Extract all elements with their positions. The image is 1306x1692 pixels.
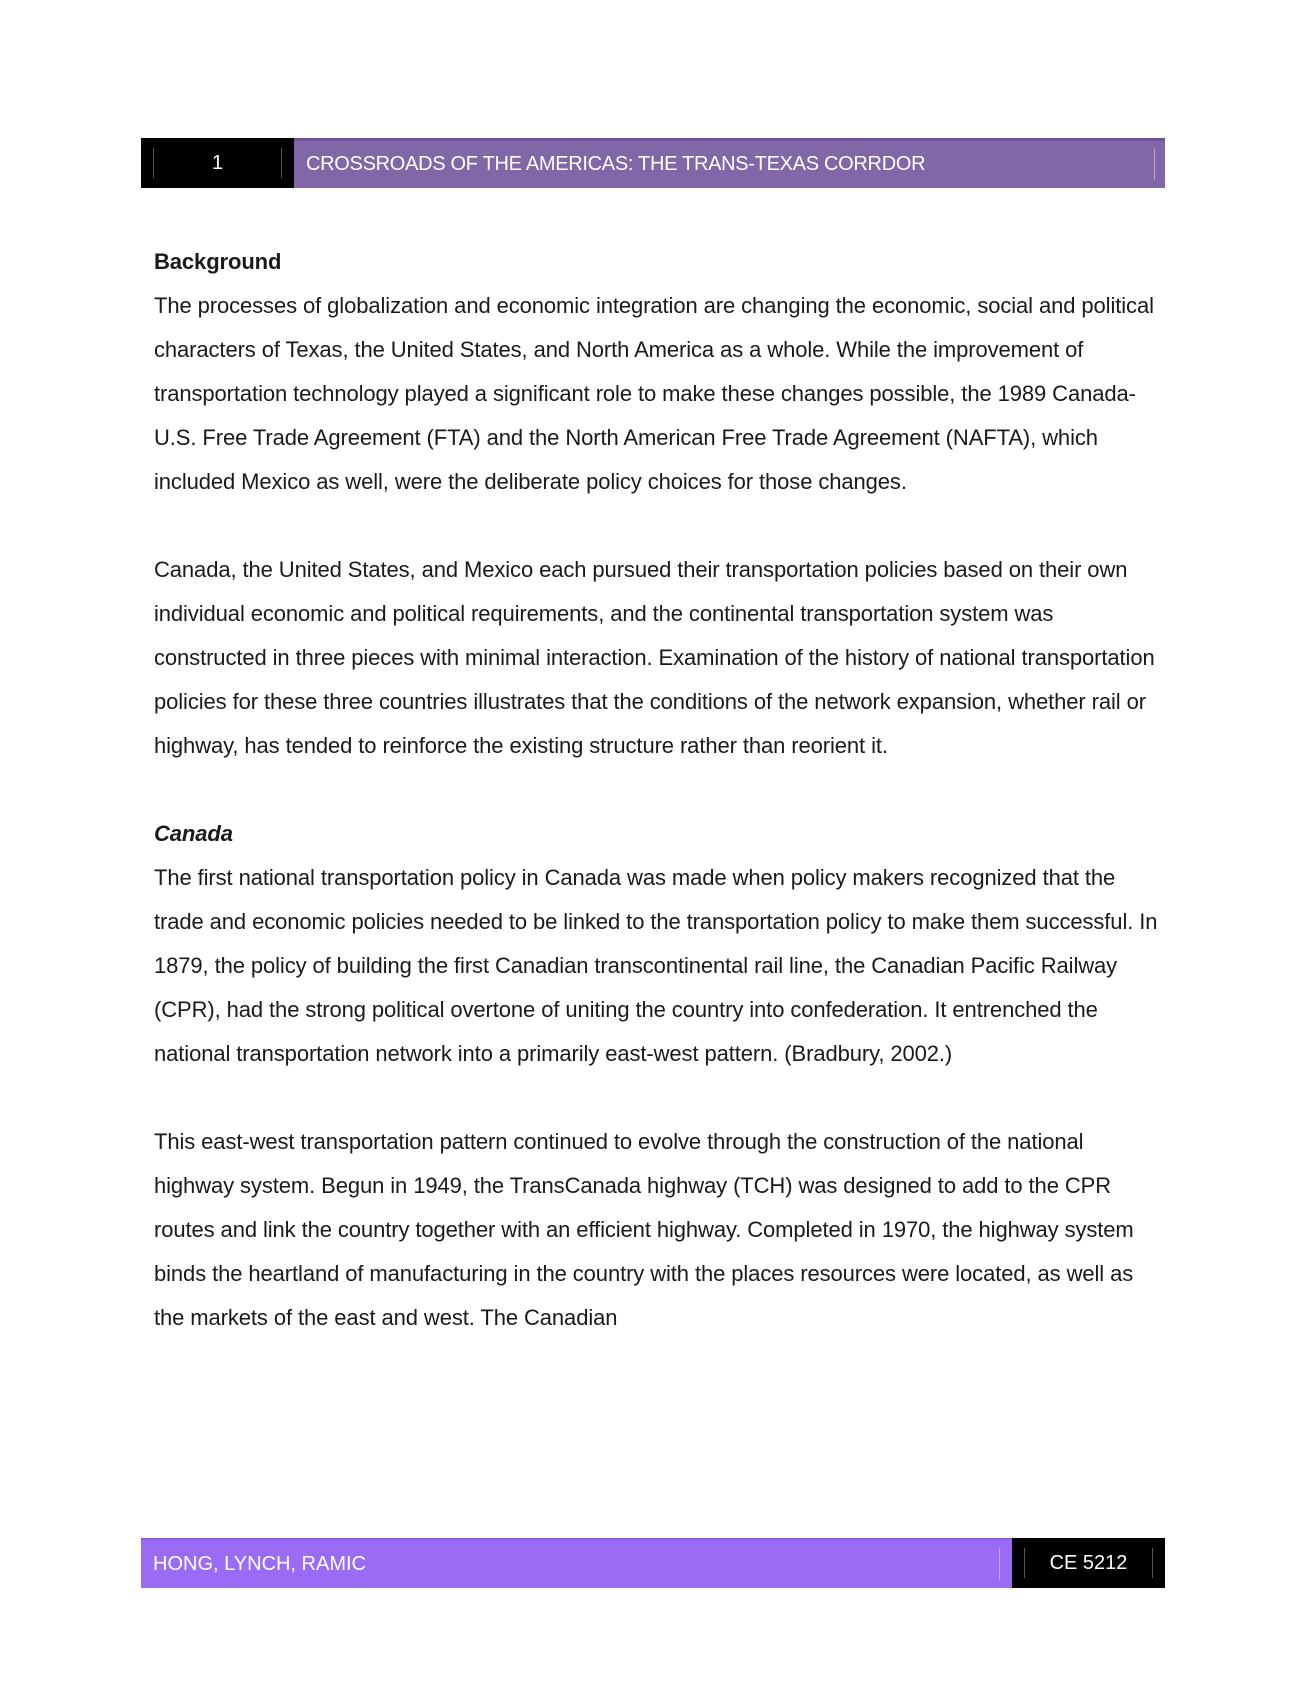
canada-paragraph-2: This east-west transportation pattern continued to evolve through the construction of the national highway system. Begun in 1949, the TransCanada highway (TCH) was designed to add to the CPR routes and link the country together with an efficient highway. Completed in 1970, the highway system binds the heartland of manufacturing in the country with the places resources were located, as well as the markets of the east and west. The Canadian bbox=[154, 1129, 1134, 1330]
section-heading-background: Background bbox=[154, 249, 282, 274]
header-title-box bbox=[294, 138, 1165, 188]
page-header bbox=[141, 138, 1165, 188]
footer-course-box bbox=[1012, 1538, 1165, 1588]
document-title: CROSSROADS OF THE AMERICAS: THE TRANS-TEXAS CORRDOR bbox=[306, 149, 1155, 180]
footer-authors-box bbox=[141, 1538, 1012, 1588]
course-code: CE 5212 bbox=[1024, 1548, 1153, 1578]
authors: HONG, LYNCH, RAMIC bbox=[153, 1548, 1000, 1580]
header-page-number-box bbox=[141, 138, 294, 188]
section-heading-canada: Canada bbox=[154, 821, 233, 846]
document-body bbox=[154, 240, 1164, 1340]
background-paragraph-2: Canada, the United States, and Mexico each pursued their transportation policies based on their own individual economic and political requirements, and the continental transportation system was constructed in three pieces with minimal interaction. Examination of the history of national transportation policies for these three countries illustrates that the conditions of the network expansion, whether rail or highway, has tended to reinforce the existing structure rather than reorient it. bbox=[154, 557, 1155, 758]
page-number: 1 bbox=[153, 148, 282, 178]
page-footer bbox=[141, 1538, 1165, 1588]
canada-paragraph-1: The first national transportation policy in Canada was made when policy makers recognized that the trade and economic policies needed to be linked to the transportation policy to make them successful. In 1879, the policy of building the first Canadian transcontinental rail line, the Canadian Pacific Railway (CPR), had the strong political overtone of uniting the country into confederation. It entrenched the national transportation network into a primarily east-west pattern. (Bradbury, 2002.) bbox=[154, 865, 1158, 1066]
background-paragraph-1: The processes of globalization and economic integration are changing the economic, social and political characters of Texas, the United States, and North America as a whole. While the improvement of transportation technology played a significant role to make these changes possible, the 1989 Canada-U.S. Free Trade Agreement (FTA) and the North American Free Trade Agreement (NAFTA), which included Mexico as well, were the deliberate policy choices for those changes. bbox=[154, 293, 1154, 494]
